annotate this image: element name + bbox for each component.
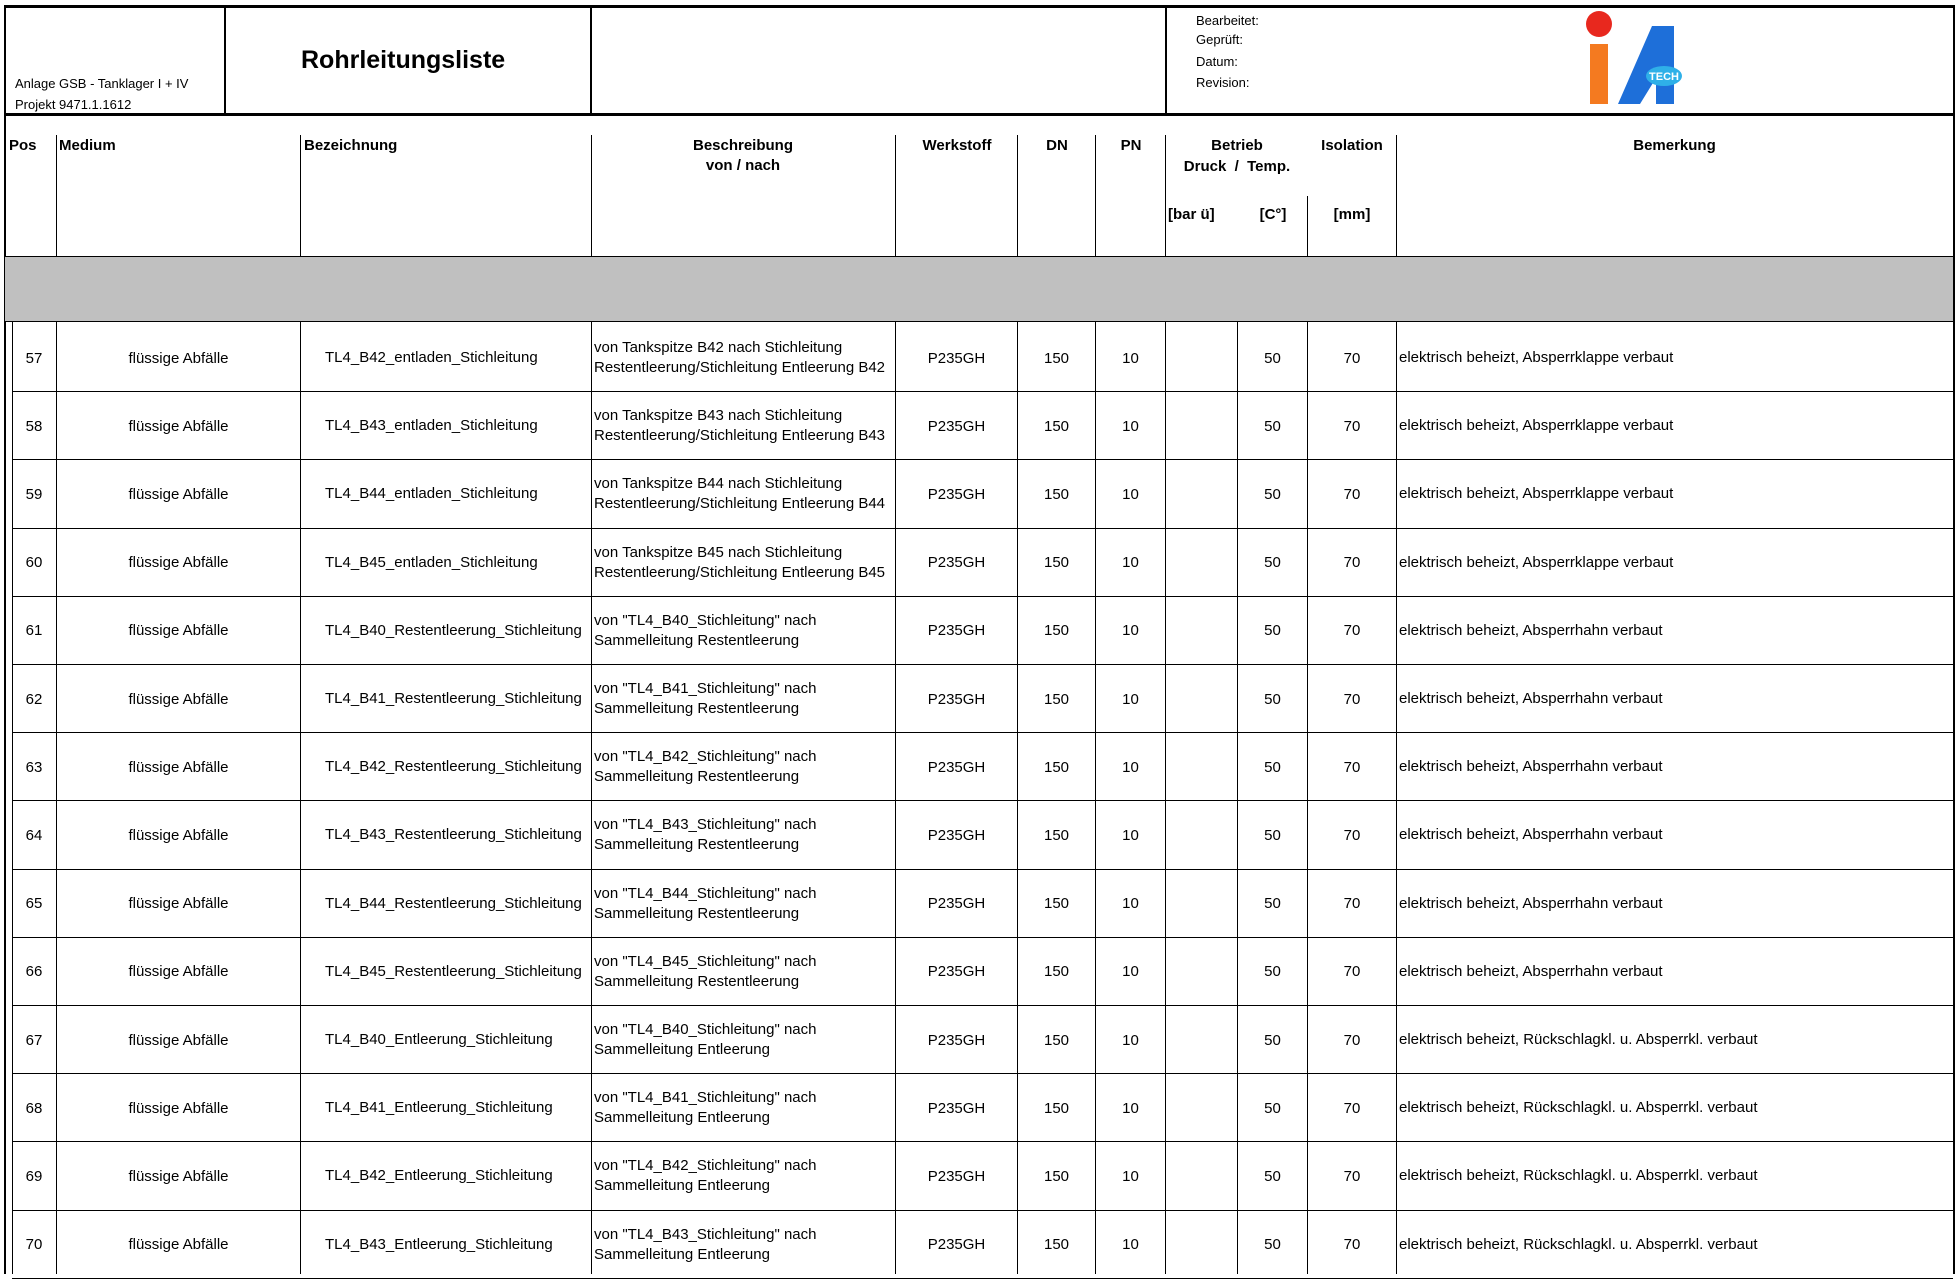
hdr-sep-besch — [591, 135, 592, 256]
col-beschreibung — [592, 136, 894, 176]
cell-pos: 62 — [25, 690, 43, 708]
cell-dn: 150 — [1043, 1167, 1070, 1185]
document-title: Rohrleitungsliste — [301, 46, 506, 74]
cell-druck — [1166, 597, 1237, 665]
cell-druck — [1166, 870, 1237, 938]
cell-werkstoff: P235GH — [927, 1167, 986, 1185]
cell-temp: 50 — [1264, 622, 1281, 640]
cell-temp: 50 — [1264, 1031, 1281, 1049]
cell-pn: 10 — [1122, 485, 1139, 503]
cell-druck — [1166, 460, 1237, 528]
cell-pos: 59 — [25, 485, 43, 503]
cell-druck — [1166, 733, 1237, 801]
col-werkstoff: Werkstoff — [922, 137, 992, 154]
cell-iso: 70 — [1343, 1031, 1361, 1049]
cell-medium: flüssige Abfälle — [128, 1167, 229, 1185]
cell-bemerkung: elektrisch beheizt, Rückschlagkl. u. Absperrkl. verbaut — [1399, 1099, 1758, 1117]
cell-bezeichnung: TL4_B41_Entleerung_Stichleitung — [325, 1099, 553, 1117]
cell-pos: 61 — [25, 622, 43, 640]
unit-druck: [bar ü] — [1168, 206, 1215, 223]
cell-bezeichnung: TL4_B43_entladen_Stichleitung — [325, 417, 538, 435]
cell-druck — [1166, 529, 1237, 597]
cell-pos: 69 — [25, 1167, 43, 1185]
column-divider — [1307, 322, 1308, 1274]
svg-text:TECH: TECH — [1649, 71, 1679, 83]
hdr-sep-dn — [1017, 135, 1018, 256]
cell-beschreibung: von "TL4_B43_Stichleitung" nach Sammelleitung Entleerung — [594, 1225, 817, 1263]
cell-dn: 150 — [1043, 349, 1070, 367]
cell-pos: 63 — [25, 758, 43, 776]
cell-druck — [1166, 392, 1237, 460]
col-beschreibung-line2: von / nach — [705, 157, 781, 174]
cell-bemerkung: elektrisch beheizt, Absperrklappe verbaut — [1399, 485, 1674, 503]
col-beschreibung-line1: Beschreibung — [692, 137, 794, 154]
cell-temp: 50 — [1264, 1099, 1281, 1117]
cell-iso: 70 — [1343, 1167, 1361, 1185]
cell-bemerkung: elektrisch beheizt, Absperrklappe verbaut — [1399, 349, 1674, 366]
cell-bemerkung: elektrisch beheizt, Absperrklappe verbaut — [1399, 553, 1674, 571]
cell-werkstoff: P235GH — [927, 1099, 986, 1117]
cell-beschreibung: von "TL4_B40_Stichleitung" nach Sammelleitung Restentleerung — [594, 611, 817, 649]
row-left-border — [12, 322, 13, 1274]
header-divider-2 — [590, 5, 592, 116]
cell-temp: 50 — [1264, 826, 1281, 844]
column-divider — [1396, 322, 1397, 1274]
cell-beschreibung: von "TL4_B44_Stichleitung" nach Sammelleitung Restentleerung — [594, 884, 817, 922]
table-row — [0, 392, 1958, 460]
cell-werkstoff: P235GH — [927, 826, 986, 844]
cell-bezeichnung: TL4_B44_entladen_Stichleitung — [325, 485, 538, 503]
cell-beschreibung: von "TL4_B41_Stichleitung" nach Sammelleitung Restentleerung — [594, 680, 817, 717]
cell-medium: flüssige Abfälle — [128, 1031, 229, 1049]
cell-bemerkung: elektrisch beheizt, Absperrklappe verbaut — [1399, 417, 1674, 435]
cell-dn: 150 — [1043, 1099, 1070, 1117]
table-row — [0, 1142, 1958, 1210]
cell-druck — [1166, 801, 1237, 869]
cell-medium: flüssige Abfälle — [128, 349, 229, 367]
table-row — [0, 324, 1958, 392]
column-divider — [1017, 322, 1018, 1274]
col-medium: Medium — [59, 137, 116, 154]
cell-pos: 70 — [25, 1236, 43, 1254]
cell-medium: flüssige Abfälle — [128, 826, 229, 844]
cell-bezeichnung: TL4_B45_entladen_Stichleitung — [325, 553, 538, 571]
table-row — [0, 460, 1958, 528]
cell-druck — [1166, 1006, 1237, 1074]
cell-beschreibung: von "TL4_B43_Stichleitung" nach Sammelleitung Restentleerung — [594, 816, 817, 854]
col-pos: Pos — [9, 137, 37, 154]
col-pn: PN — [1120, 137, 1142, 154]
column-divider — [1237, 322, 1238, 1274]
cell-medium: flüssige Abfälle — [128, 554, 229, 572]
cell-medium: flüssige Abfälle — [128, 758, 229, 776]
bearbeitet-label: Bearbeitet: — [1196, 13, 1259, 28]
cell-pn: 10 — [1122, 554, 1139, 572]
cell-beschreibung: von Tankspitze B45 nach Stichleitung Restentleerung/Stichleitung Entleerung B45 — [594, 543, 886, 581]
cell-pn: 10 — [1122, 1236, 1139, 1254]
cell-temp: 50 — [1264, 485, 1281, 503]
cell-pn: 10 — [1122, 690, 1139, 708]
cell-dn: 150 — [1043, 690, 1070, 708]
cell-medium: flüssige Abfälle — [128, 1099, 229, 1117]
cell-dn: 150 — [1043, 485, 1070, 503]
cell-temp: 50 — [1264, 758, 1281, 776]
cell-bezeichnung: TL4_B44_Restentleerung_Stichleitung — [325, 894, 582, 912]
cell-dn: 150 — [1043, 417, 1070, 435]
anlage-value: GSB - Tanklager I + IV — [59, 76, 189, 91]
cell-dn: 150 — [1043, 826, 1070, 844]
cell-bezeichnung: TL4_B42_entladen_Stichleitung — [325, 349, 538, 366]
cell-bezeichnung: TL4_B41_Restentleerung_Stichleitung — [325, 690, 582, 707]
header-left-border — [4, 5, 6, 116]
cell-bezeichnung: TL4_B45_Restentleerung_Stichleitung — [325, 962, 582, 980]
cell-druck — [1166, 938, 1237, 1006]
table-row — [0, 870, 1958, 938]
cell-iso: 70 — [1343, 622, 1361, 640]
unit-iso: [mm] — [1333, 206, 1371, 223]
section-band — [5, 256, 1953, 322]
cell-iso: 70 — [1343, 1099, 1361, 1117]
column-divider — [1165, 322, 1166, 1274]
cell-iso: 70 — [1343, 554, 1361, 572]
table-row — [0, 1006, 1958, 1074]
cell-beschreibung: von "TL4_B41_Stichleitung" nach Sammelleitung Entleerung — [594, 1089, 817, 1127]
hdr-sep-pn — [1095, 135, 1096, 256]
cell-medium: flüssige Abfälle — [128, 895, 229, 913]
cell-dn: 150 — [1043, 1236, 1070, 1254]
header-divider-1 — [224, 5, 226, 116]
cell-werkstoff: P235GH — [927, 349, 986, 367]
hdr-sep-iso — [1396, 135, 1397, 256]
cell-werkstoff: P235GH — [927, 895, 986, 913]
cell-dn: 150 — [1043, 554, 1070, 572]
cell-pos: 57 — [25, 349, 43, 367]
table-row — [0, 1211, 1958, 1279]
cell-druck — [1166, 1211, 1237, 1279]
cell-druck — [1166, 665, 1237, 733]
column-divider — [56, 322, 57, 1274]
cell-druck — [1166, 324, 1237, 392]
cell-temp: 50 — [1264, 895, 1281, 913]
col-bezeichnung: Bezeichnung — [304, 137, 398, 154]
cell-pos: 64 — [25, 826, 43, 844]
cell-medium: flüssige Abfälle — [128, 622, 229, 640]
cell-pos: 60 — [25, 554, 43, 572]
cell-bemerkung: elektrisch beheizt, Absperrhahn verbaut — [1399, 894, 1663, 912]
cell-pn: 10 — [1122, 417, 1139, 435]
cell-bemerkung: elektrisch beheizt, Absperrhahn verbaut — [1399, 690, 1663, 707]
geprueft-label: Geprüft: — [1196, 32, 1243, 47]
hdr-sep-bez — [300, 135, 301, 256]
cell-pn: 10 — [1122, 622, 1139, 640]
cell-bezeichnung: TL4_B40_Restentleerung_Stichleitung — [325, 621, 582, 639]
cell-werkstoff: P235GH — [927, 417, 986, 435]
header-divider-3 — [1165, 5, 1167, 116]
cell-bezeichnung: TL4_B42_Entleerung_Stichleitung — [325, 1167, 553, 1185]
cell-druck — [1166, 1142, 1237, 1210]
cell-pn: 10 — [1122, 1167, 1139, 1185]
cell-temp: 50 — [1264, 1236, 1281, 1254]
cell-bemerkung: elektrisch beheizt, Absperrhahn verbaut — [1399, 758, 1663, 776]
column-divider — [895, 322, 896, 1274]
cell-beschreibung: von "TL4_B42_Stichleitung" nach Sammelleitung Restentleerung — [594, 748, 817, 786]
cell-temp: 50 — [1264, 417, 1281, 435]
cell-bemerkung: elektrisch beheizt, Absperrhahn verbaut — [1399, 826, 1663, 844]
cell-pos: 66 — [25, 963, 43, 981]
cell-pn: 10 — [1122, 1099, 1139, 1117]
hdr-sep-werk — [895, 135, 896, 256]
cell-iso: 70 — [1343, 485, 1361, 503]
cell-bezeichnung: TL4_B43_Entleerung_Stichleitung — [325, 1235, 553, 1253]
cell-bemerkung: elektrisch beheizt, Absperrhahn verbaut — [1399, 621, 1663, 639]
projekt-label: Projekt — [15, 97, 56, 112]
cell-werkstoff: P235GH — [927, 622, 986, 640]
table-row — [0, 938, 1958, 1006]
cell-werkstoff: P235GH — [927, 963, 986, 981]
cell-pos: 67 — [25, 1031, 43, 1049]
table-row — [0, 597, 1958, 665]
cell-bezeichnung: TL4_B43_Restentleerung_Stichleitung — [325, 826, 582, 844]
cell-werkstoff: P235GH — [927, 554, 986, 572]
cell-iso: 70 — [1343, 826, 1361, 844]
cell-bemerkung: elektrisch beheizt, Rückschlagkl. u. Absperrkl. verbaut — [1399, 1167, 1758, 1185]
cell-iso: 70 — [1343, 963, 1361, 981]
cell-iso: 70 — [1343, 690, 1361, 708]
ia-tech-logo — [1578, 8, 1688, 108]
hdr-sep-iso-left — [1307, 196, 1308, 256]
table-row — [0, 665, 1958, 733]
cell-werkstoff: P235GH — [927, 1236, 986, 1254]
cell-beschreibung: von "TL4_B45_Stichleitung" nach Sammelleitung Restentleerung — [594, 952, 817, 990]
cell-bezeichnung: TL4_B40_Entleerung_Stichleitung — [325, 1031, 553, 1048]
cell-medium: flüssige Abfälle — [128, 1236, 229, 1254]
cell-beschreibung: von Tankspitze B42 nach Stichleitung Restentleerung/Stichleitung Entleerung B42 — [594, 339, 886, 376]
column-divider — [300, 322, 301, 1274]
cell-beschreibung: von Tankspitze B43 nach Stichleitung Restentleerung/Stichleitung Entleerung B43 — [594, 407, 886, 445]
cell-werkstoff: P235GH — [927, 758, 986, 776]
cell-dn: 150 — [1043, 758, 1070, 776]
cell-iso: 70 — [1343, 758, 1361, 776]
cell-werkstoff: P235GH — [927, 1031, 986, 1049]
revision-label: Revision: — [1196, 75, 1250, 90]
cell-pos: 65 — [25, 895, 43, 913]
cell-medium: flüssige Abfälle — [128, 690, 229, 708]
cell-druck — [1166, 1074, 1237, 1142]
cell-medium: flüssige Abfälle — [128, 963, 229, 981]
cell-dn: 150 — [1043, 1031, 1070, 1049]
cell-bemerkung: elektrisch beheizt, Rückschlagkl. u. Absperrkl. verbaut — [1399, 1031, 1758, 1048]
cell-dn: 150 — [1043, 895, 1070, 913]
cell-werkstoff: P235GH — [927, 485, 986, 503]
cell-iso: 70 — [1343, 349, 1361, 367]
cell-pos: 58 — [25, 417, 43, 435]
cell-pn: 10 — [1122, 1031, 1139, 1049]
column-divider — [591, 322, 592, 1274]
table-row — [0, 529, 1958, 597]
cell-pn: 10 — [1122, 826, 1139, 844]
cell-iso: 70 — [1343, 417, 1361, 435]
table-row — [0, 1074, 1958, 1142]
anlage-label: Anlage — [15, 76, 56, 91]
unit-temp: [C°] — [1259, 206, 1287, 223]
col-bemerkung: Bemerkung — [1633, 137, 1716, 154]
cell-temp: 50 — [1264, 554, 1281, 572]
cell-medium: flüssige Abfälle — [128, 485, 229, 503]
cell-dn: 150 — [1043, 963, 1070, 981]
cell-beschreibung: von "TL4_B40_Stichleitung" nach Sammelleitung Entleerung — [594, 1021, 817, 1058]
cell-pn: 10 — [1122, 758, 1139, 776]
cell-pn: 10 — [1122, 349, 1139, 367]
cell-bemerkung: elektrisch beheizt, Rückschlagkl. u. Absperrkl. verbaut — [1399, 1235, 1758, 1253]
cell-iso: 70 — [1343, 895, 1361, 913]
col-dn: DN — [1046, 137, 1068, 154]
cell-pn: 10 — [1122, 963, 1139, 981]
cell-beschreibung: von "TL4_B42_Stichleitung" nach Sammelleitung Entleerung — [594, 1157, 817, 1195]
hdr-sep-medium — [56, 135, 57, 256]
cell-temp: 50 — [1264, 1167, 1281, 1185]
cell-dn: 150 — [1043, 622, 1070, 640]
cell-medium: flüssige Abfälle — [128, 417, 229, 435]
projekt-value: 9471.1.1612 — [59, 97, 132, 112]
cell-bezeichnung: TL4_B42_Restentleerung_Stichleitung — [325, 758, 582, 776]
col-betrieb: Betrieb — [1211, 137, 1263, 154]
table-row — [0, 801, 1958, 869]
cell-pn: 10 — [1122, 895, 1139, 913]
cell-temp: 50 — [1264, 349, 1281, 367]
cell-temp: 50 — [1264, 963, 1281, 981]
cell-pos: 68 — [25, 1099, 43, 1117]
cell-temp: 50 — [1264, 690, 1281, 708]
hdr-sep-betrieb — [1165, 135, 1166, 256]
table-row — [0, 733, 1958, 801]
cell-beschreibung: von Tankspitze B44 nach Stichleitung Restentleerung/Stichleitung Entleerung B44 — [594, 475, 886, 513]
cell-werkstoff: P235GH — [927, 690, 986, 708]
col-druck-temp: Druck / Temp. — [1183, 158, 1291, 175]
datum-label: Datum: — [1196, 54, 1238, 69]
cell-bemerkung: elektrisch beheizt, Absperrhahn verbaut — [1399, 962, 1663, 980]
col-isolation: Isolation — [1321, 137, 1383, 154]
cell-iso: 70 — [1343, 1236, 1361, 1254]
column-divider — [1095, 322, 1096, 1274]
